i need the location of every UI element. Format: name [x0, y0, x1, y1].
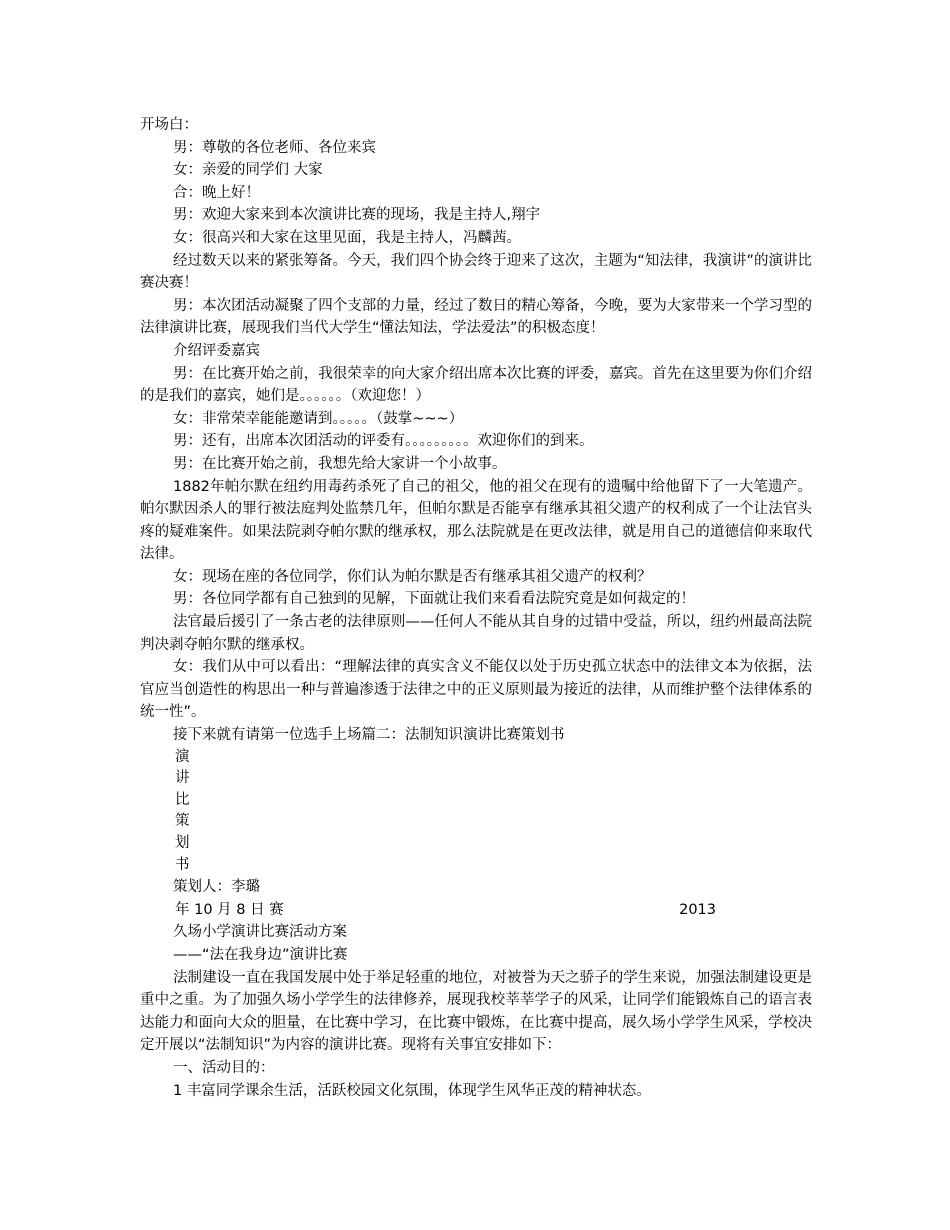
section-heading: 一、活动目的： [173, 1059, 275, 1076]
paragraph: 法制建设一直在我国发展中处于举足轻重的地位，对被誉为天之骄子的学生来说，加强法制建设更是重中之重。为了加强久场小学学生的法律修养，展现我校莘莘学子的风采，让同学们能锻炼自己的语言表达能力和面向大众的胆量，在比赛中学习，在比赛中锻炼，在比赛中提高，展久场小学学生风采，学校决定开展以“法制知识”为内容的演讲比赛。现将有关事宜安排如下： [140, 969, 812, 1054]
vertical-title-char: 策 [175, 813, 190, 830]
vertical-title-char: 书 [175, 856, 190, 873]
paragraph: 男：本次团活动凝聚了四个支部的力量，经过了数日的精心筹备，今晚，要为大家带来一个学习型的法律演讲比赛，展现我们当代大学生“懂法知法，学法爱法”的积极态度！ [140, 297, 812, 337]
date-text: 年 10 月 8 日 赛 [175, 901, 284, 918]
document-body [140, 114, 812, 1102]
opening-heading: 开场白： [140, 117, 198, 133]
paragraph: 法官最后援引了一条古老的法律原则——任何人不能从其自身的过错中受益，所以，纽约州最高法院判决剥夺帕尔默的继承权。 [140, 614, 812, 653]
paragraph: 女：很高兴和大家在这里见面，我是主持人，冯麟茜。 [173, 229, 521, 246]
plan-subtitle: ——“法在我身边”演讲比赛 [173, 946, 348, 963]
paragraph: 男：欢迎大家来到本次演讲比赛的现场，我是主持人,翔宇 [173, 207, 541, 224]
paragraph: 男：各位同学都有自己独到的见解，下面就让我们来看看法院究竟是如何裁定的！ [173, 591, 695, 608]
paragraph: 1882年帕尔默在纽约用毒药杀死了自己的祖父，他的祖父在现有的遗嘱中给他留下了一大笔遗产。帕尔默因杀人的罪行被法庭判处监禁几年，但帕尔默是否能享有继承其祖父遗产的权利成了一个让法官头疼的疑难案件。如果法院剥夺帕尔默的继承权，那么法院就是在更改法律，就是用自己的道德信仰来取代法律。 [140, 478, 812, 563]
paragraph: 女：我们从中可以看出：“理解法律的真实含义不能仅以处于历史孤立状态中的法律文本为依据，法官应当创造性的构思出一种与普遍渗透于法律之中的正义原则最为接近的法律，从而维护整个法律体系的统一性”。 [140, 659, 812, 721]
date-line [140, 899, 812, 922]
paragraph: 男：在比赛开始之前，我想先给大家讲一个小故事。 [173, 455, 507, 472]
vertical-title-char: 比 [175, 791, 190, 808]
planner-line: 策划人：李璐 [173, 879, 260, 896]
paragraph: 男：在比赛开始之前，我很荣幸的向大家介绍出席本次比赛的评委，嘉宾。首先在这里要为你们介绍的是我们的嘉宾，她们是。。。。。。（欢迎您！） [140, 365, 812, 405]
year-text: 2013 [679, 901, 716, 918]
paragraph: 女：现场在座的各位同学，你们认为帕尔默是否有继承其祖父遗产的权利？ [173, 568, 652, 585]
paragraph: 女：亲爱的同学们 大家 [173, 162, 323, 179]
paragraph: 男：尊敬的各位老师、各位来宾 [173, 139, 376, 156]
paragraph: 经过数天以来的紧张筹备。今天，我们四个协会终于迎来了这次，主题为“知法律，我演讲”的演讲比赛决赛！ [140, 252, 812, 292]
plan-title: 久场小学演讲比赛活动方案 [173, 924, 347, 941]
paragraph: 接下来就有请第一位选手上场篇二：法制知识演讲比赛策划书 [173, 727, 565, 744]
paragraph: 合：晚上好！ [173, 184, 260, 201]
section-label: 介绍评委嘉宾 [173, 342, 260, 359]
list-item: 1 丰富同学课余生活，活跃校园文化氛围，体现学生风华正茂的精神状态。 [173, 1082, 651, 1099]
vertical-title-char: 划 [175, 835, 190, 851]
vertical-title-char: 演 [175, 748, 190, 765]
paragraph: 女：非常荣幸能能邀请到。。。。。（鼓掌~~~） [173, 410, 464, 427]
paragraph: 男：还有，出席本次团活动的评委有。。。。。。。。。欢迎你们的到来。 [173, 433, 594, 450]
vertical-title-char: 讲 [175, 770, 190, 787]
